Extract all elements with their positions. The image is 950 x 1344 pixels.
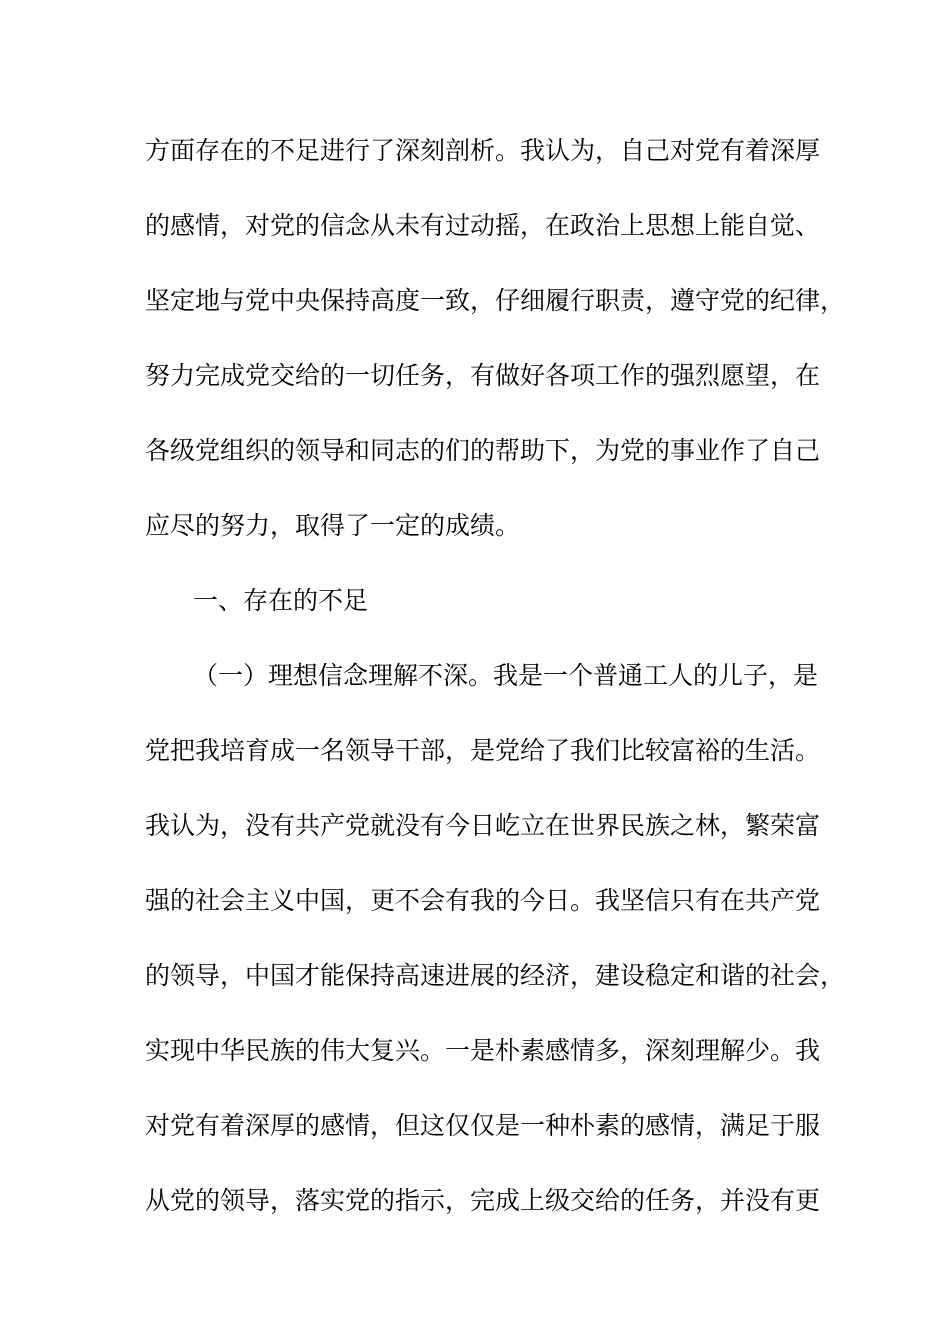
paragraph-line: 应尽的努力，取得了一定的成绩。 [145,511,521,540]
paragraph-line: 对党有着深厚的感情，但这仅仅是一种朴素的感情，满足于服 [145,1111,821,1140]
paragraph-line: 实现中华民族的伟大复兴。一是朴素感情多，深刻理解少。我 [145,1036,821,1065]
paragraph-line: 我认为，没有共产党就没有今日屹立在世界民族之林，繁荣富 [145,811,821,840]
paragraph-line: 的感情，对党的信念从未有过动摇，在政治上思想上能自觉、 [145,211,821,240]
paragraph-line: 强的社会主义中国，更不会有我的今日。我坚信只有在共产党 [145,886,821,915]
paragraph-line: 党把我培育成一名领导干部，是党给了我们比较富裕的生活。 [145,736,821,765]
paragraph-line: 努力完成党交给的一切任务，有做好各项工作的强烈愿望，在 [145,361,821,390]
paragraph-line: 的领导，中国才能保持高速进展的经济，建设稳定和谐的社会， [145,961,846,990]
section-heading: 一、存在的不足 [193,586,369,615]
paragraph-line: 坚定地与党中央保持高度一致，仔细履行职责，遵守党的纪律， [145,286,846,315]
paragraph-line: 从党的领导，落实党的指示，完成上级交给的任务，并没有更 [145,1186,821,1215]
paragraph-line: （一）理想信念理解不深。我是一个普通工人的儿子，是 [193,661,819,690]
paragraph-line: 方面存在的不足进行了深刻剖析。我认为，自己对党有着深厚 [145,136,821,165]
paragraph-line: 各级党组织的领导和同志的们的帮助下，为党的事业作了自己 [145,436,821,465]
